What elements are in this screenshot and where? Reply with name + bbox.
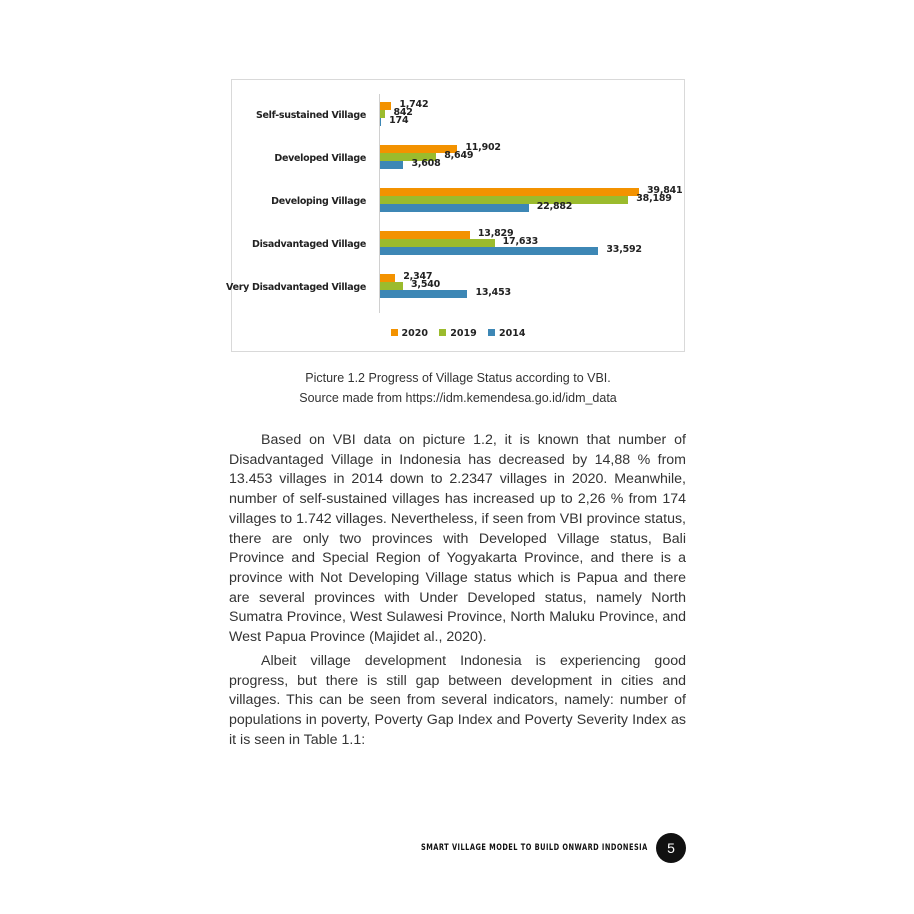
category-label: Very Disadvantaged Village (226, 282, 366, 293)
figure-caption: Picture 1.2 Progress of Village Status according to VBI. (305, 371, 611, 385)
data-label: 13,453 (475, 287, 511, 298)
legend-label: 2019 (450, 328, 477, 339)
running-title: SMART VILLAGE MODEL TO BUILD ONWARD INDONESIA (421, 843, 648, 853)
bar-2019 (380, 239, 495, 247)
data-label: 39,841 (647, 185, 683, 196)
bar-2014 (380, 290, 467, 298)
data-label: 33,592 (606, 244, 642, 255)
bar-2019 (380, 110, 385, 118)
data-label: 2,347 (403, 271, 433, 282)
data-label: 17,633 (502, 236, 539, 247)
data-label: 3,608 (411, 158, 441, 169)
legend-label: 2020 (401, 328, 428, 339)
data-label: 3,540 (411, 279, 441, 290)
legend-swatch (439, 329, 446, 336)
category-label: Self-sustained Village (255, 110, 366, 121)
legend-item-2019 (439, 328, 476, 339)
page-number: 5 (656, 833, 686, 863)
category-label: Developed Village (274, 153, 366, 164)
data-label: 1,742 (399, 99, 429, 110)
bar-2019 (380, 282, 403, 290)
data-label: 174 (389, 115, 409, 126)
bar-2014 (380, 204, 529, 212)
bar-2014 (380, 161, 403, 169)
bar-2020 (380, 274, 395, 282)
body-paragraph-2: Albeit village development Indonesia is experiencing good progress, but there is still gap between development in cities and villages. This can be seen from several indicators, namely: number of populations in poverty, Poverty Gap Index and Poverty Severity Index as it is seen in Table 1.1: (229, 653, 686, 748)
legend-item-2014 (488, 328, 525, 339)
data-label: 842 (393, 107, 413, 118)
bar-2020 (380, 102, 391, 110)
data-label: 13,829 (477, 228, 514, 239)
bar-2019 (380, 196, 628, 204)
data-label: 11,902 (465, 142, 501, 153)
data-label: 8,649 (444, 150, 474, 161)
category-label: Developing Village (271, 196, 366, 207)
bar-2014 (380, 247, 598, 255)
body-paragraph-1: Based on VBI data on picture 1.2, it is known that number of Disadvantaged Village in Indonesia has decreased by 14,88 % from 13.453 villages in 2014 down to 2.2347 villages in 2020. Meanwhile, number of self-sustained villages has increased up to 2,26 % from 174 villages to 1.742 villages. Nevertheless, if seen from VBI province status, there are only two provinces with Developed Village status, Bali Province and Special Region of Yogyakarta Province, and there is a province with Not Developing Village status which is Papua and there are several provinces with Under Developed status, namely North Sumatra Province, West Sulawesi Province, North Maluku Province, and West Papua Province (Majidet al., 2020). (229, 432, 686, 646)
bar-2020 (380, 188, 639, 196)
legend-label: 2014 (499, 328, 526, 339)
legend-item-2020 (391, 328, 428, 339)
data-label: 38,189 (636, 193, 672, 204)
legend-swatch (391, 329, 398, 336)
bar-2020 (380, 231, 470, 239)
bar-2014 (380, 118, 381, 126)
chart-legend (232, 328, 684, 339)
data-label: 22,882 (536, 201, 573, 212)
figure-source: Source made from https://idm.kemendesa.go.id/idm_data (299, 391, 617, 405)
category-label: Disadvantaged Village (252, 239, 366, 250)
legend-swatch (488, 329, 495, 336)
bar-chart (226, 79, 685, 352)
